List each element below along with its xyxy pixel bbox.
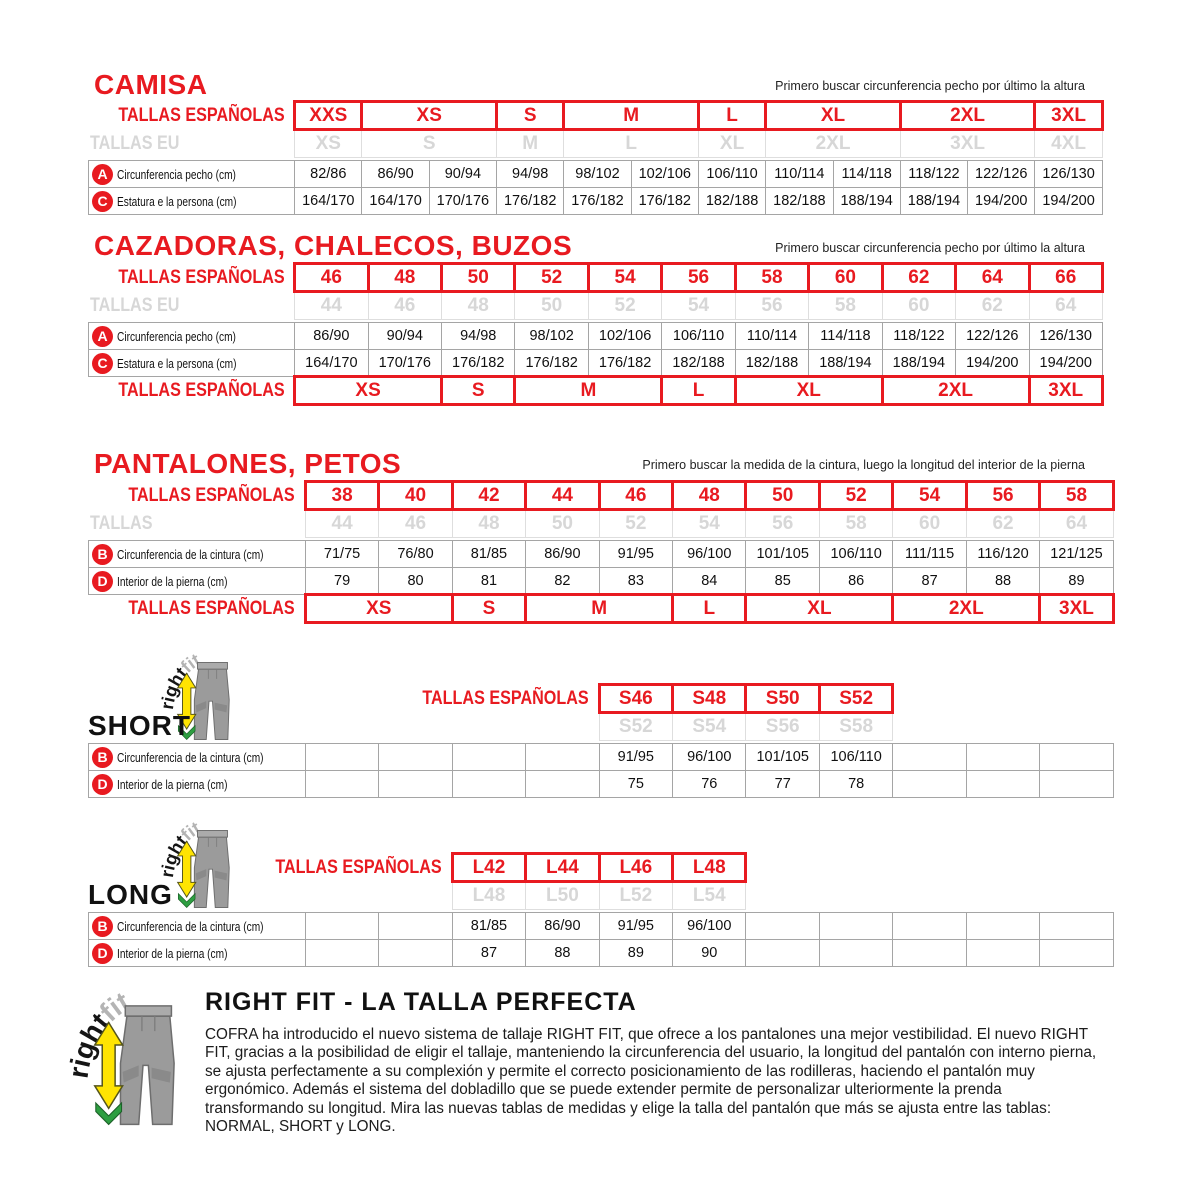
tallas-eu-label: TALLAS: [89, 512, 153, 534]
measure-value-cell: 78: [819, 771, 892, 798]
tallas-eu-size-cell: L54: [673, 882, 746, 910]
measure-value-cell: 86/90: [295, 323, 368, 350]
tallas-espanolas-bottom-size-cell: XL: [746, 595, 893, 623]
measure-value-cell: [746, 940, 819, 967]
empty-space: [746, 854, 1113, 882]
tallas-espanolas-size-cell: M: [564, 102, 699, 130]
tallas-eu-size-cell: XS: [295, 130, 362, 158]
measure-value-cell: 77: [746, 771, 819, 798]
tallas-espanolas-size-cell: 48: [673, 482, 746, 510]
measure-badge-C: C: [92, 191, 113, 212]
measure-label: Interior de la pierna (cm): [117, 573, 228, 589]
measure-value-cell: 114/118: [833, 161, 900, 188]
measure-value-cell: [379, 913, 452, 940]
measure-value-cell: [526, 771, 599, 798]
measure-value-cell: 91/95: [599, 913, 672, 940]
measure-value-cell: 102/106: [588, 323, 661, 350]
tallas-espanolas-bottom-size-cell: M: [526, 595, 673, 623]
tallas-eu-size-cell: 62: [956, 292, 1029, 320]
empty-space: [746, 882, 1113, 910]
rightfit-paragraph: COFRA ha introducido el nuevo sistema de tallaje RIGHT FIT, que ofrece a los pantalones una mejor vestibilidad. El nuevo RIGHT FIT, gracias a la posibilidad de eligir el tallaje, manteniendo la circunferencia del usuario, la longitud del pantalón con interno pierna, se ajusta perfectamente a su complexión y permite el correcto posicionamiento de las rodilleras, haciendo el pantalón muy ergonómico. Además el sistema del dobladillo que se puede extender permite de personalizar ulteriormente la prenda transformando su longitud. Mira las nuevas tablas de medidas y elige la talla del pantalón que más se ajusta entre las tablas: NORMAL, SHORT y LONG.: [205, 1026, 1097, 1136]
tallas-eu-size-cell: 2XL: [766, 130, 901, 158]
measure-badge-A: A: [92, 326, 113, 347]
tallas-espanolas-size-cell: XXS: [295, 102, 362, 130]
measure-value-cell: [893, 940, 966, 967]
measure-value-cell: 194/200: [1029, 350, 1102, 377]
measure-value-cell: 118/122: [882, 323, 955, 350]
camisa-size-table: [88, 100, 1104, 215]
tallas-eu-size-cell: S52: [599, 713, 672, 741]
tallas-eu-size-cell: L50: [526, 882, 599, 910]
tallas-eu-size-cell: 56: [746, 510, 819, 538]
measure-value-cell: [452, 744, 525, 771]
tallas-eu-label: [88, 879, 453, 910]
tallas-espanolas-bottom-size-cell: XL: [735, 377, 882, 405]
measure-value-cell: 89: [599, 940, 672, 967]
tallas-espanolas-bottom-size-cell: 2XL: [893, 595, 1040, 623]
tallas-eu-label: TALLAS EU: [89, 294, 179, 316]
measure-value-cell: 91/95: [599, 541, 672, 568]
measure-value-cell: 176/182: [631, 188, 698, 215]
tallas-espanolas-size-cell: 46: [295, 264, 368, 292]
measure-row-label: [89, 350, 295, 377]
measure-value-cell: 86/90: [526, 541, 599, 568]
tallas-eu-size-cell: 4XL: [1035, 130, 1102, 158]
measure-value-cell: 88: [966, 568, 1039, 595]
tallas-eu-size-cell: 46: [379, 510, 452, 538]
measure-value-cell: 176/182: [442, 350, 515, 377]
measure-value-cell: 170/176: [368, 350, 441, 377]
tallas-espanolas-size-cell: 46: [599, 482, 672, 510]
measure-value-cell: [379, 771, 452, 798]
measure-label: Circunferencia pecho (cm): [117, 166, 236, 182]
measure-badge-A: A: [92, 164, 113, 185]
measure-value-cell: 176/182: [564, 188, 631, 215]
measure-value-cell: [379, 744, 452, 771]
measure-value-cell: 176/182: [515, 350, 588, 377]
tallas-eu-size-cell: S58: [819, 713, 892, 741]
tallas-espanolas-size-cell: 42: [452, 482, 525, 510]
tallas-espanolas-size-cell: 54: [893, 482, 966, 510]
tallas-espanolas-size-cell: 3XL: [1035, 102, 1102, 130]
section-title-camisa: CAMISA: [94, 69, 208, 100]
measure-value-cell: 90/94: [429, 161, 496, 188]
tallas-espanolas-size-cell: XL: [766, 102, 901, 130]
measure-value-cell: [893, 744, 966, 771]
tallas-espanolas-size-cell: 52: [819, 482, 892, 510]
measure-value-cell: [893, 913, 966, 940]
tallas-espanolas-size-cell: 40: [379, 482, 452, 510]
tallas-eu-label: TALLAS EU: [89, 132, 179, 154]
measure-value-cell: 71/75: [305, 541, 378, 568]
measure-value-cell: 86/90: [526, 913, 599, 940]
tallas-espanolas-label: TALLAS ESPAÑOLAS: [128, 484, 295, 506]
tallas-eu-size-cell: 50: [526, 510, 599, 538]
tallas-eu-size-cell: S56: [746, 713, 819, 741]
measure-value-cell: 94/98: [442, 323, 515, 350]
tallas-espanolas-bottom-size-cell: XS: [305, 595, 452, 623]
measure-value-cell: [819, 913, 892, 940]
measure-label: Circunferencia de la cintura (cm): [117, 918, 264, 934]
measure-value-cell: 116/120: [966, 541, 1039, 568]
measure-row-label: [89, 161, 295, 188]
tallas-espanolas-bottom-size-cell: 2XL: [882, 377, 1029, 405]
measure-value-cell: 182/188: [766, 188, 833, 215]
tallas-eu-size-cell: 64: [1029, 292, 1102, 320]
measure-value-cell: 111/115: [893, 541, 966, 568]
section-note-camisa: Primero buscar circunferencia pecho por último la altura: [775, 79, 1085, 93]
empty-space: [893, 685, 1113, 713]
tallas-espanolas-bottom-size-cell: XS: [295, 377, 442, 405]
measure-value-cell: 122/126: [956, 323, 1029, 350]
measure-value-cell: 96/100: [673, 744, 746, 771]
measure-value-cell: 81: [452, 568, 525, 595]
measure-value-cell: [1040, 913, 1113, 940]
measure-value-cell: 91/95: [599, 744, 672, 771]
tallas-espanolas-size-cell: 62: [882, 264, 955, 292]
measure-value-cell: 106/110: [698, 161, 765, 188]
measure-value-cell: 101/105: [746, 541, 819, 568]
measure-value-cell: [305, 744, 378, 771]
measure-value-cell: 110/114: [735, 323, 808, 350]
measure-value-cell: 90/94: [368, 323, 441, 350]
tallas-espanolas-size-cell: L48: [673, 854, 746, 882]
long-size-table: [88, 852, 1114, 967]
measure-value-cell: 126/130: [1035, 161, 1102, 188]
measure-value-cell: 188/194: [809, 350, 882, 377]
measure-value-cell: 122/126: [968, 161, 1035, 188]
measure-value-cell: 85: [746, 568, 819, 595]
tallas-espanolas-size-cell: S50: [746, 685, 819, 713]
measure-value-cell: 106/110: [662, 323, 735, 350]
measure-value-cell: 176/182: [497, 188, 564, 215]
tallas-espanolas-size-cell: 52: [515, 264, 588, 292]
tallas-espanolas-size-cell: 50: [442, 264, 515, 292]
tallas-espanolas-bottom-size-cell: L: [662, 377, 735, 405]
tallas-espanolas-size-cell: L44: [526, 854, 599, 882]
tallas-eu-size-cell: 56: [735, 292, 808, 320]
section-title-short: SHORT: [88, 710, 191, 741]
measure-value-cell: 164/170: [295, 350, 368, 377]
tallas-espanolas-size-cell: 48: [368, 264, 441, 292]
empty-space: [893, 713, 1113, 741]
tallas-espanolas-label: TALLAS ESPAÑOLAS: [117, 266, 285, 288]
tallas-espanolas-size-cell: S52: [819, 685, 892, 713]
rightfit-logo-large: [84, 984, 202, 1134]
measure-label: Circunferencia pecho (cm): [117, 328, 236, 344]
measure-row-label: [89, 188, 295, 215]
measure-value-cell: 188/194: [882, 350, 955, 377]
measure-value-cell: 86/90: [362, 161, 429, 188]
measure-value-cell: [1040, 744, 1113, 771]
measure-value-cell: 121/125: [1040, 541, 1113, 568]
measure-row-label: [89, 323, 295, 350]
tallas-eu-size-cell: 44: [295, 292, 368, 320]
measure-badge-D: D: [92, 943, 113, 964]
section-note-pantalones: Primero buscar la medida de la cintura, luego la longitud del interior de la pierna: [642, 458, 1085, 472]
measure-value-cell: 88: [526, 940, 599, 967]
measure-value-cell: [893, 771, 966, 798]
tallas-espanolas-size-cell: S46: [599, 685, 672, 713]
tallas-eu-size-cell: L48: [452, 882, 525, 910]
measure-value-cell: 76: [673, 771, 746, 798]
measure-value-cell: [966, 913, 1039, 940]
pantalones-size-table: [88, 480, 1115, 624]
measure-value-cell: 96/100: [673, 913, 746, 940]
measure-row-label: [89, 771, 306, 798]
measure-value-cell: [305, 940, 378, 967]
tallas-eu-size-cell: S: [362, 130, 497, 158]
measure-badge-D: D: [92, 571, 113, 592]
measure-value-cell: 81/85: [452, 913, 525, 940]
measure-value-cell: 194/200: [1035, 188, 1102, 215]
tallas-eu-size-cell: 48: [442, 292, 515, 320]
measure-value-cell: 89: [1040, 568, 1113, 595]
measure-value-cell: 194/200: [968, 188, 1035, 215]
tallas-espanolas-size-cell: 50: [746, 482, 819, 510]
tallas-espanolas-size-cell: 54: [588, 264, 661, 292]
section-title-long: LONG: [88, 879, 173, 910]
tallas-eu-size-cell: 54: [662, 292, 735, 320]
measure-label: Circunferencia de la cintura (cm): [117, 546, 264, 562]
tallas-espanolas-size-cell: S48: [673, 685, 746, 713]
tallas-eu-size-cell: 52: [599, 510, 672, 538]
tallas-eu-size-cell: S54: [673, 713, 746, 741]
tallas-espanolas-size-cell: 64: [956, 264, 1029, 292]
tallas-espanolas-size-cell: 58: [1040, 482, 1113, 510]
measure-value-cell: 87: [893, 568, 966, 595]
measure-value-cell: [305, 913, 378, 940]
tallas-eu-size-cell: 44: [305, 510, 378, 538]
tallas-eu-size-cell: 58: [819, 510, 892, 538]
measure-value-cell: 118/122: [900, 161, 967, 188]
tallas-espanolas-bottom-size-cell: 3XL: [1029, 377, 1102, 405]
measure-value-cell: 86: [819, 568, 892, 595]
measure-badge-B: B: [92, 916, 113, 937]
measure-value-cell: 81/85: [452, 541, 525, 568]
section-title-cazadoras: CAZADORAS, CHALECOS, BUZOS: [94, 230, 573, 261]
tallas-espanolas-label: TALLAS ESPAÑOLAS: [275, 856, 442, 878]
measure-value-cell: [819, 940, 892, 967]
tallas-espanolas-bottom-label: TALLAS ESPAÑOLAS: [128, 597, 295, 619]
tallas-eu-size-cell: L52: [599, 882, 672, 910]
measure-value-cell: 106/110: [819, 744, 892, 771]
measure-row-label: [89, 744, 306, 771]
tallas-espanolas-bottom-size-cell: S: [442, 377, 515, 405]
tallas-eu-size-cell: 50: [515, 292, 588, 320]
tallas-espanolas-size-cell: L: [698, 102, 765, 130]
tallas-espanolas-bottom-size-cell: M: [515, 377, 662, 405]
measure-value-cell: [305, 771, 378, 798]
tallas-espanolas-size-cell: 2XL: [900, 102, 1035, 130]
tallas-espanolas-size-cell: S: [497, 102, 564, 130]
measure-value-cell: 164/170: [295, 188, 362, 215]
measure-label: Estatura e la persona (cm): [117, 355, 237, 371]
measure-label: Interior de la pierna (cm): [117, 945, 228, 961]
measure-value-cell: 87: [452, 940, 525, 967]
measure-row-label: [89, 940, 306, 967]
measure-row-label: [89, 913, 306, 940]
tallas-espanolas-label: TALLAS ESPAÑOLAS: [422, 687, 589, 709]
measure-value-cell: [966, 744, 1039, 771]
measure-value-cell: 90: [673, 940, 746, 967]
measure-badge-B: B: [92, 544, 113, 565]
measure-value-cell: [379, 940, 452, 967]
measure-value-cell: 164/170: [362, 188, 429, 215]
measure-value-cell: 83: [599, 568, 672, 595]
measure-label: Circunferencia de la cintura (cm): [117, 749, 264, 765]
measure-value-cell: 94/98: [497, 161, 564, 188]
measure-value-cell: 176/182: [588, 350, 661, 377]
tallas-espanolas-size-cell: L46: [599, 854, 672, 882]
measure-value-cell: [1040, 940, 1113, 967]
measure-value-cell: 106/110: [819, 541, 892, 568]
measure-label: Estatura e la persona (cm): [117, 193, 237, 209]
tallas-espanolas-size-cell: 66: [1029, 264, 1102, 292]
measure-value-cell: 188/194: [900, 188, 967, 215]
tallas-espanolas-bottom-label: TALLAS ESPAÑOLAS: [117, 379, 285, 401]
measure-value-cell: [526, 744, 599, 771]
tallas-eu-size-cell: 58: [809, 292, 882, 320]
measure-badge-B: B: [92, 747, 113, 768]
rightfit-title: RIGHT FIT - LA TALLA PERFECTA: [205, 988, 637, 1016]
tallas-espanolas-size-cell: 58: [735, 264, 808, 292]
tallas-espanolas-size-cell: 44: [526, 482, 599, 510]
tallas-espanolas-size-cell: 56: [662, 264, 735, 292]
measure-value-cell: 82/86: [295, 161, 362, 188]
tallas-eu-size-cell: 62: [966, 510, 1039, 538]
measure-value-cell: [746, 913, 819, 940]
measure-value-cell: [966, 771, 1039, 798]
tallas-espanolas-size-cell: L42: [452, 854, 525, 882]
measure-label: Interior de la pierna (cm): [117, 776, 228, 792]
measure-value-cell: [452, 771, 525, 798]
tallas-eu-label: [88, 710, 600, 741]
tallas-eu-size-cell: 60: [882, 292, 955, 320]
measure-value-cell: 79: [305, 568, 378, 595]
measure-value-cell: 182/188: [698, 188, 765, 215]
tallas-eu-size-cell: M: [497, 130, 564, 158]
tallas-espanolas-size-cell: 38: [305, 482, 378, 510]
tallas-eu-size-cell: 64: [1040, 510, 1113, 538]
measure-value-cell: 98/102: [564, 161, 631, 188]
tallas-espanolas-bottom-size-cell: 3XL: [1040, 595, 1113, 623]
measure-value-cell: 182/188: [735, 350, 808, 377]
tallas-espanolas-size-cell: 60: [809, 264, 882, 292]
measure-value-cell: 126/130: [1029, 323, 1102, 350]
measure-badge-D: D: [92, 774, 113, 795]
measure-value-cell: 96/100: [673, 541, 746, 568]
measure-value-cell: 182/188: [662, 350, 735, 377]
measure-value-cell: 188/194: [833, 188, 900, 215]
tallas-espanolas-size-cell: XS: [362, 102, 497, 130]
tallas-espanolas-label: TALLAS ESPAÑOLAS: [117, 104, 285, 126]
measure-value-cell: 76/80: [379, 541, 452, 568]
tallas-eu-size-cell: 52: [588, 292, 661, 320]
section-title-pantalones: PANTALONES, PETOS: [94, 448, 402, 479]
tallas-eu-size-cell: L: [564, 130, 699, 158]
measure-value-cell: 114/118: [809, 323, 882, 350]
measure-value-cell: 102/106: [631, 161, 698, 188]
tallas-eu-size-cell: 46: [368, 292, 441, 320]
measure-value-cell: 80: [379, 568, 452, 595]
cazadoras-size-table: [88, 262, 1104, 406]
measure-value-cell: [1040, 771, 1113, 798]
measure-value-cell: 98/102: [515, 323, 588, 350]
tallas-eu-size-cell: 48: [452, 510, 525, 538]
measure-value-cell: 170/176: [429, 188, 496, 215]
tallas-eu-size-cell: 3XL: [900, 130, 1035, 158]
tallas-eu-size-cell: 60: [893, 510, 966, 538]
measure-row-label: [89, 568, 306, 595]
tallas-espanolas-size-cell: 56: [966, 482, 1039, 510]
measure-value-cell: 82: [526, 568, 599, 595]
measure-value-cell: 75: [599, 771, 672, 798]
measure-value-cell: 110/114: [766, 161, 833, 188]
section-note-cazadoras: Primero buscar circunferencia pecho por último la altura: [775, 241, 1085, 255]
measure-value-cell: 194/200: [956, 350, 1029, 377]
measure-value-cell: [966, 940, 1039, 967]
tallas-espanolas-bottom-size-cell: S: [452, 595, 525, 623]
short-size-table: [88, 683, 1114, 798]
measure-value-cell: 84: [673, 568, 746, 595]
measure-row-label: [89, 541, 306, 568]
tallas-espanolas-bottom-size-cell: L: [673, 595, 746, 623]
tallas-eu-size-cell: 54: [673, 510, 746, 538]
measure-value-cell: 101/105: [746, 744, 819, 771]
tallas-eu-size-cell: XL: [698, 130, 765, 158]
measure-badge-C: C: [92, 353, 113, 374]
